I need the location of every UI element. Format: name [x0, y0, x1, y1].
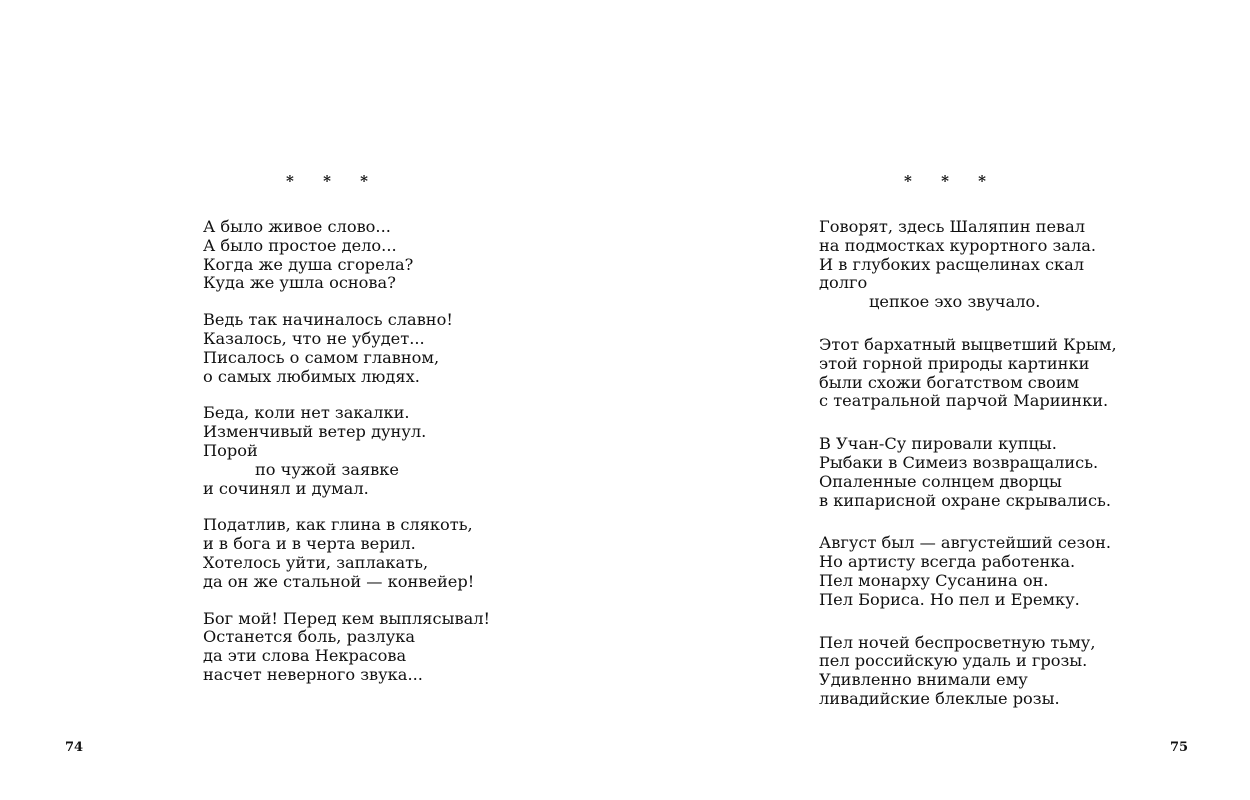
poem-line: А было живое слово... — [203, 217, 391, 236]
poem-line: А было простое дело... — [203, 235, 397, 255]
poem-line: Писалось о самом главном, — [203, 347, 440, 367]
poem-line: пел российскую удаль и грозы. — [819, 651, 1088, 671]
poem-line: Хотелось уйти, заплакать, — [203, 552, 429, 572]
poem-line: Удивленно внимали ему — [819, 670, 1028, 690]
stanza — [203, 404, 583, 498]
stanza — [819, 336, 1219, 411]
stanza — [819, 435, 1219, 510]
poem-line: Когда же душа сгорела? — [203, 254, 414, 274]
poem-line: ливадийские блеклые розы. — [819, 688, 1060, 708]
stanza — [819, 218, 1219, 312]
poem-line: Пел монарху Сусанина он. — [819, 570, 1049, 590]
poem-line: Пел ночей беспросветную тьму, — [819, 632, 1096, 652]
stanza — [203, 218, 583, 293]
poem-line: да эти слова Некрасова — [203, 646, 407, 666]
poem-line: Казалось, что не убудет... — [203, 328, 425, 348]
page-number: 75 — [1170, 740, 1189, 755]
poem-line: Останется боль, разлука — [203, 627, 415, 647]
poem — [203, 218, 583, 703]
poem-line: Порой — [203, 440, 258, 460]
poem-line: Говорят, здесь Шаляпин певал — [819, 217, 1086, 236]
right-page — [625, 0, 1250, 800]
poem-line: с театральной парчой Мариинки. — [819, 391, 1109, 411]
stanza — [819, 534, 1219, 609]
poem-line: Август был — августейший сезон. — [819, 533, 1112, 553]
poem — [819, 218, 1219, 733]
poem-line: Податлив, как глина в слякоть, — [203, 515, 473, 535]
poem-line: Беда, коли нет закалки. — [203, 403, 410, 423]
poem-line: были схожи богатством своим — [819, 372, 1080, 392]
stanza — [203, 516, 583, 591]
poem-line: на подмостках курортного зала. — [819, 235, 1097, 255]
poem-line: да он же стальной — конвейер! — [203, 571, 475, 591]
poem-line-indented: по чужой заявке — [255, 459, 399, 479]
poem-line: Бог мой! Перед кем выплясывал! — [203, 608, 491, 628]
stanza — [203, 610, 583, 685]
poem-line: Изменчивый ветер дунул. — [203, 422, 427, 442]
poem-line: И в глубоких расщелинах скал — [819, 254, 1085, 274]
poem-line: Опаленные солнцем дворцы — [819, 471, 1062, 491]
stanza — [819, 634, 1219, 709]
poem-line: Пел Бориса. Но пел и Еремку. — [819, 589, 1080, 609]
poem-line: в кипарисной охране скрывались. — [819, 490, 1111, 510]
poem-line: долго — [819, 273, 868, 293]
poem-line: этой горной природы картинки — [819, 353, 1090, 373]
poem-line: В Учан-Су пировали купцы. — [819, 434, 1057, 454]
stanza — [203, 311, 583, 386]
poem-line: Куда же ушла основа? — [203, 273, 396, 293]
poem-line: и сочинял и думал. — [203, 478, 369, 498]
poem-line: Ведь так начиналось славно! — [203, 310, 453, 330]
section-ornament: * * * — [904, 172, 998, 190]
poem-line: о самых любимых людях. — [203, 366, 420, 386]
poem-line: Этот бархатный выцветший Крым, — [819, 334, 1117, 354]
poem-line: и в бога и в черта верил. — [203, 534, 416, 554]
poem-line: насчет неверного звука... — [203, 664, 423, 684]
page-number: 74 — [65, 740, 84, 755]
section-ornament: * * * — [286, 172, 380, 190]
poem-line: Но артисту всегда работенка. — [819, 552, 1076, 572]
poem-line-indented: цепкое эхо звучало. — [869, 292, 1041, 312]
poem-line: Рыбаки в Симеиз возвращались. — [819, 452, 1099, 472]
